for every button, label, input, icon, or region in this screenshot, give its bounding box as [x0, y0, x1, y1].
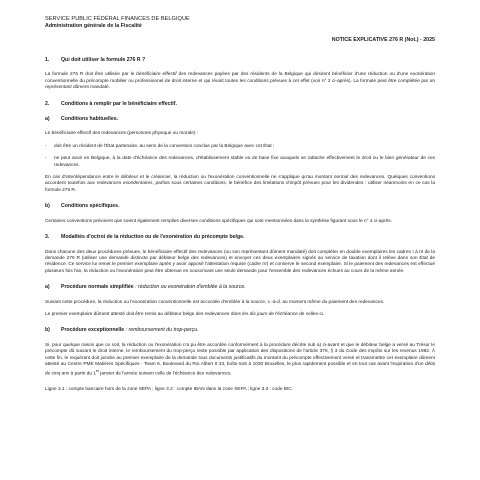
section-title: Conditions à remplir par le bénéficiaire effectif.	[61, 100, 177, 107]
subsection-letter: a)	[45, 116, 50, 123]
section-2-paragraph-1: Le bénéficiaire effectif des redevances (personnes physique ou morale) :	[45, 131, 199, 137]
text-run: dûment mandaté.	[71, 85, 110, 91]
superscript: er	[95, 369, 99, 374]
subsection-title: Conditions spécifiques.	[61, 203, 120, 210]
text-run: , parfois sous certaines conditions, le bénéfice des limitations d'impôt prévues pour les dividendes : utiliser néanmoins en ce cas la formule 276 R.	[45, 181, 435, 193]
list-item	[45, 144, 435, 150]
subsection-letter: b)	[45, 203, 50, 210]
list-item-text: doit être un résident de l'État partenaire, au sens de la convention conclue par la Belgique avec cet État ;	[54, 143, 275, 149]
list-dash: -	[45, 156, 47, 162]
subsection-letter: b)	[45, 327, 50, 334]
section-1-heading	[45, 57, 435, 63]
section-3-paragraph-2: Suivant cette procédure, la réduction ou l'exonération conventionnelle est accordée d'emblée à la source, c.-à-d. au moment même du paiement des redevances.	[45, 299, 385, 305]
list-dash: -	[45, 143, 47, 149]
text-run: des redevances payées par des résidents de la Belgique qui désirent bénéficier d'une réduction ou d'une exonération conventionnelle du précompte mobilier ou professionnel de droit interne et qui réunit toutes les conditions prévues à cet effet (voir n° 2 ci-après). La formule peut être complétée par un	[45, 72, 436, 84]
section-2-heading	[45, 101, 435, 107]
section-3-heading	[45, 234, 435, 240]
subsection-subtitle: : remboursement du trop-perçu.	[124, 327, 199, 334]
text-run-italic: excédentaires	[122, 181, 153, 187]
section-number: 3.	[45, 234, 50, 241]
subsection-2b-heading	[45, 203, 435, 209]
subsection-letter: a)	[45, 284, 50, 291]
text-run-italic: dans les dix jours de l'échéance	[230, 311, 298, 317]
section-3-paragraph-3	[45, 312, 435, 318]
text-run-italic: d'un délai de cinq ans	[45, 361, 436, 377]
section-number: 1.	[45, 57, 50, 63]
section-title: Qui doit utiliser la formule 276 R ?	[61, 57, 146, 63]
text-run: Si, pour quelque raison que ce soit, la réduction ou l'exonération n'a pu être accordée conformément à la procédure décrite sub a) ci-avant et que le débiteur belge a versé au Trésor le précompte dû suivant le droit interne, le remboursement du trop-perçu reste possible par application des dispositions de l'article 376, § 3 du Code des impôts sur les revenus 1992. À cette fin, le requérant doit joindre au premier exemplaire de la demande tous documents justificatifs du montant du précompte effectivement versé et transmettre cet exemplaire dûment attesté au Centre PME Matières Spécifiques - Team 6, Boulevard du Roi Albert II 33, boîte 516 à 1030 Bruxelles, le plus rapidement possible et en tout cas avant l'expiration	[45, 342, 435, 367]
section-3-paragraph-1: Dans chacune des deux procédures prévues, le bénéficiaire effectif des redevances (ou son représentant dûment mandaté) doit compléter en double exemplaires les cadres I à III de la demande 276 R (utiliser une demande distincte par débiteur belge des redevances) et envoyer ces deux exemplaires signés au service de taxation dont il relève dans son État de résidence. Ce service lui remet le premier exemplaire après y avoir apposé l'attestation requise (cadre IV) et conserve le second exemplaire. Si le paiement des redevances est effectué plusieurs fois l'an, la réduction ou l'exonération peut être obtenue en souscrivant une seule demande pour l'ensemble des redevances échues au cours de la même année.	[45, 249, 435, 274]
section-title: Modalités d'octroi de la réduction ou de l'exonération du précompte belge.	[61, 234, 245, 241]
header-notice: NOTICE EXPLICATIVE 276 R (Not.) - 2025	[331, 37, 435, 43]
section-3-paragraph-5: Ligne 3.1 : compte bancaire hors de la zone SEPA ; ligne 3.2 : compte IBAN dans la zone SEPA ; ligne 3.3 : code BIC.	[45, 387, 294, 393]
subsection-title: Procédure exceptionnelle	[61, 327, 125, 334]
subsection-subtitle: : réduction ou exonération d'emblée à la source.	[133, 284, 246, 291]
list-item	[45, 156, 435, 169]
list-item-text: ne peut avoir en Belgique, à la date d'échéance des redevances, d'établissement stable ou de base fixe auxquels se rattache effectivement le droit ou le bien générateur de ces redevances.	[54, 156, 435, 168]
header-admin: Administration générale de la Fiscalité	[45, 23, 142, 29]
text-run: janvier de l'année suivant celle de l'échéance des redevances.	[98, 371, 232, 377]
text-run: En cas d'interdépendance entre le débiteur et le créancier, la réduction ou l'exonération conventionnelle ne s'applique qu'au montant	[45, 175, 334, 181]
subsection-2a-heading	[45, 116, 435, 122]
text-run-italic: normal	[333, 175, 349, 181]
section-3-paragraph-4	[45, 343, 435, 379]
text-run: La formule 276 R doit être utilisée par le	[45, 72, 137, 78]
section-number: 2.	[45, 100, 50, 107]
text-run: de celles-ci.	[297, 311, 325, 317]
text-run: des redevances. Quelques conventions accordent toutefois aux redevances	[45, 175, 435, 187]
text-run-italic: représentant	[45, 85, 72, 91]
subsection-3b-heading	[45, 327, 435, 333]
section-2-paragraph-3: Certaines conventions prévoient que soient également remplies diverses conditions spécifiques qui sont mentionnées dans la synthèse figurant sous le n° 4 ci-après.	[45, 218, 393, 224]
text-run-italic: bénéficiaire effectif	[136, 72, 177, 78]
header-org: SERVICE PUBLIC FÉDÉRAL FINANCES DE BELGIQUE	[45, 16, 190, 22]
section-1-paragraph	[45, 72, 435, 91]
subsection-title: Procédure normale simplifiée	[61, 284, 134, 291]
text-run: Le premier exemplaire dûment attesté doit être remis au débiteur belge des redevances	[45, 311, 231, 317]
section-2-paragraph-2	[45, 175, 435, 194]
text-run: à partir du 1	[69, 371, 96, 377]
subsection-3a-heading	[45, 284, 435, 290]
subsection-title: Conditions habituelles.	[61, 116, 119, 123]
